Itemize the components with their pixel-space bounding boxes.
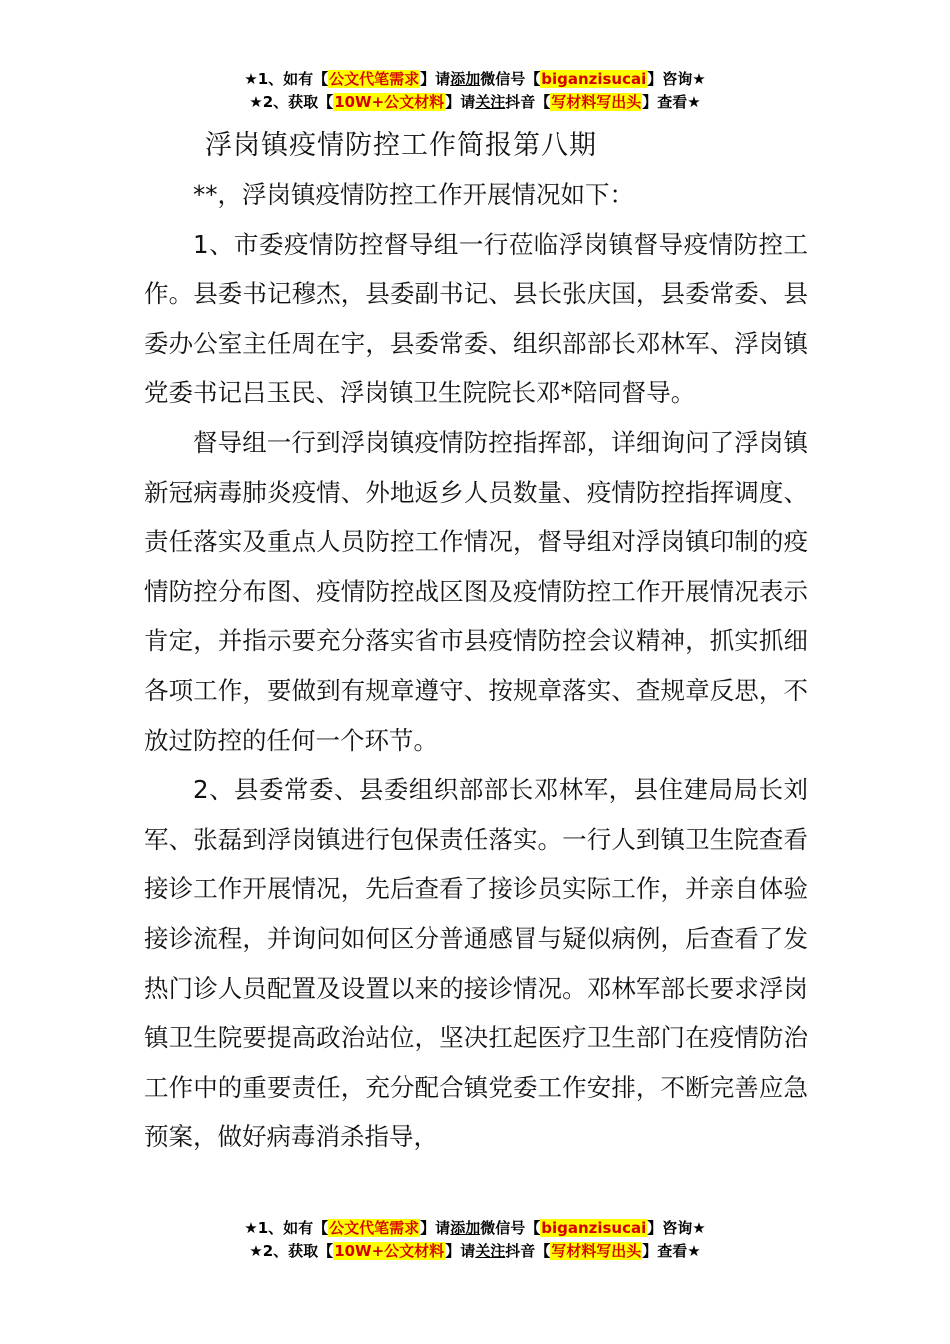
promo-highlight: biganzisucai [541,70,647,88]
promo-text: ★2、获取【 [249,93,334,111]
document-title: 浮岗镇疫情防控工作简报第八期 [205,130,597,161]
promo-text: 】咨询★ [647,1219,706,1237]
promo-text: 】咨询★ [647,70,706,88]
promo-text: 】查看★ [642,1242,701,1260]
promo-line-2 [0,91,950,114]
top-promo-banner [0,68,950,114]
paragraph: **，浮岗镇疫情防控工作开展情况如下： [193,180,634,209]
paragraph: 1、市委疫情防控督导组一行莅临浮岗镇督导疫情防控工作。县委书记穆杰，县委副书记、县长张庆国，县委常委、县委办公室主任周在宇，县委常委、组织部部长邓林军、浮岗镇党委书记吕玉民、浮岗镇卫生院院长邓*陪同督导。 [144,229,808,408]
promo-highlight: 公文代笔需求 [329,1219,420,1237]
promo-text: ★1、如有【 [244,70,329,88]
promo-text: 】请 [445,93,476,111]
promo-text: 】查看★ [642,93,701,111]
bottom-promo-banner [0,1217,950,1263]
promo-text: 微信号【 [480,70,541,88]
promo-text: 】请 [420,70,451,88]
promo-text: ★1、如有【 [244,1219,329,1237]
promo-underlined: 添加 [450,1219,481,1237]
promo-text: ★2、获取【 [249,1242,334,1260]
promo-line-2 [0,1240,950,1263]
document-body [144,170,808,1162]
promo-text: 微信号【 [480,1219,541,1237]
promo-highlight: biganzisucai [541,1219,647,1237]
promo-highlight: 写材料写出头 [551,1242,642,1260]
promo-text: 抖音【 [505,1242,551,1260]
paragraph: 督导组一行到浮岗镇疫情防控指挥部，详细询问了浮岗镇新冠病毒肺炎疫情、外地返乡人员数量、疫情防控指挥调度、责任落实及重点人员防控工作情况，督导组对浮岗镇印制的疫情防控分布图、疫情防控战区图及疫情防控工作开展情况表示肯定，并指示要充分落实省市县疫情防控会议精神，抓实抓细各项工作，要做到有规章遵守、按规章落实、查规章反思，不放过防控的任何一个环节。 [144,427,808,755]
promo-highlight: 10W+公文材料 [334,93,445,111]
promo-highlight: 写材料写出头 [551,93,642,111]
promo-underlined: 添加 [450,70,481,88]
promo-highlight: 10W+公文材料 [334,1242,445,1260]
promo-line-1 [0,1217,950,1240]
promo-text: 抖音【 [505,93,551,111]
promo-highlight: 公文代笔需求 [329,70,420,88]
promo-line-1 [0,68,950,91]
promo-underlined: 关注 [475,93,506,111]
promo-text: 】请 [445,1242,476,1260]
promo-text: 】请 [420,1219,451,1237]
promo-underlined: 关注 [475,1242,506,1260]
paragraph: 2、县委常委、县委组织部部长邓林军，县住建局局长刘军、张磊到浮岗镇进行包保责任落实。一行人到镇卫生院查看接诊工作开展情况，先后查看了接诊员实际工作，并亲自体验接诊流程，并询问如何区分普通感冒与疑似病例，后查看了发热门诊人员配置及设置以来的接诊情况。邓林军部长要求浮岗镇卫生院要提高政治站位，坚决扛起医疗卫生部门在疫情防治工作中的重要责任，充分配合镇党委工作安排，不断完善应急预案，做好病毒消杀指导， [144,775,808,1152]
